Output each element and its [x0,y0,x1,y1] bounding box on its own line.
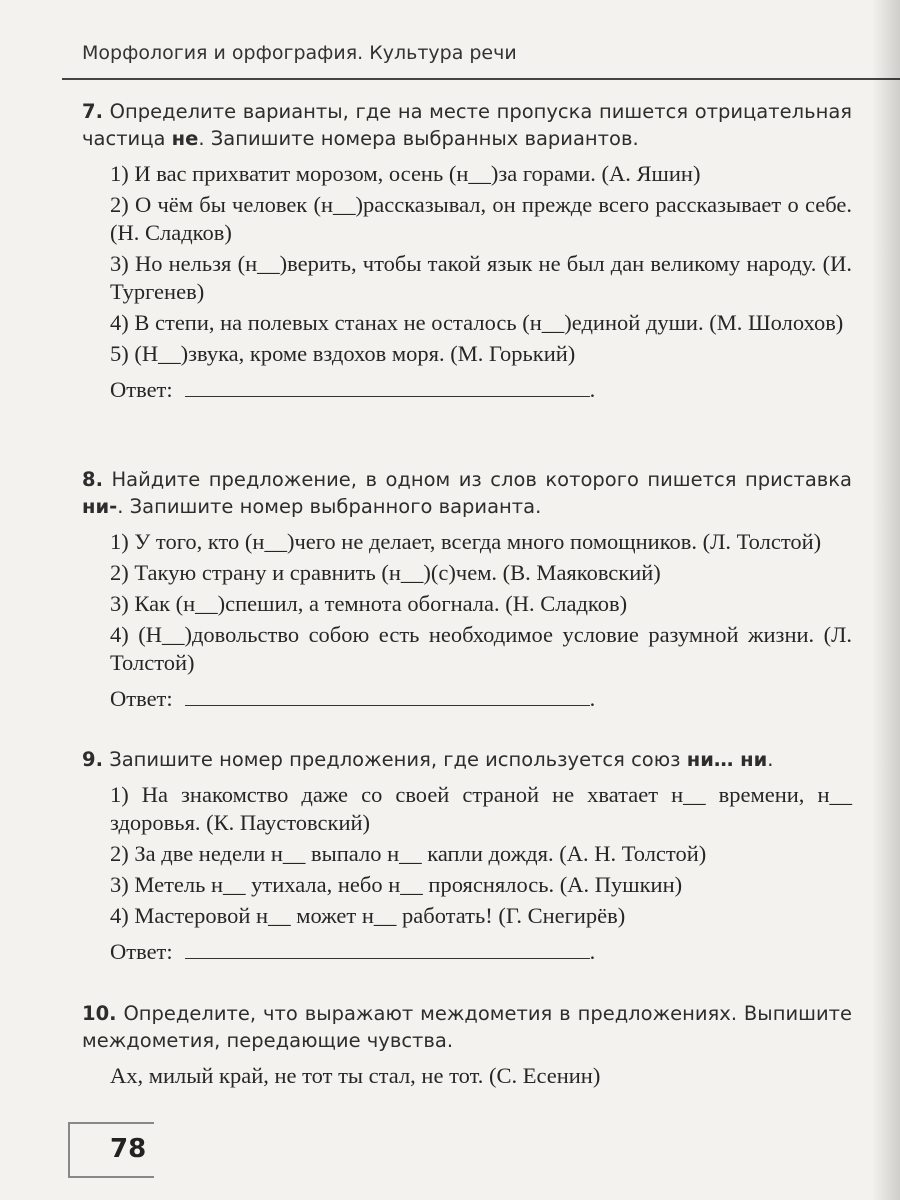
answer-field[interactable] [185,376,590,397]
running-title: Морфология и орфография. Культура речи [82,42,517,64]
task-number: 9. [82,748,103,771]
task-8-prompt [82,466,852,520]
prompt-text-end: . [767,748,774,771]
task-8-options [110,528,852,677]
prompt-keyword: ни… ни [686,748,768,771]
prompt-keyword: не [171,127,199,150]
prompt-text: Определите варианты, где на месте пропуска пишется отрицательная частица [82,100,852,150]
task-9 [82,746,852,966]
option-item: 1) И вас прихватит морозом, осень (н__)за горами. (А. Яшин) [110,161,701,186]
option-item: 4) В степи, на полевых станах не осталось (н__)единой души. (М. Шолохов) [110,310,844,335]
answer-label: Ответ: [110,377,173,402]
option-item: 3) Метель н__ утихала, небо н__ прояснялось. (А. Пушкин) [110,872,683,897]
task-10 [82,1000,852,1090]
prompt-text-end: . Запишите номер выбранного варианта. [117,495,542,518]
answer-period: . [589,939,596,964]
option-item: 2) За две недели н__ выпало н__ капли дождя. (А. Н. Толстой) [110,841,707,866]
answer-row [110,685,852,713]
answer-row [110,938,852,966]
option-item: 4) Мастеровой н__ может н__ работать! (Г. Снегирёв) [110,903,626,928]
task-7 [82,98,852,404]
task-9-options [110,781,852,930]
prompt-text: Запишите номер предложения, где используется союз [109,748,687,771]
page-header [0,0,900,78]
option-item: 3) Но нельзя (н__)верить, чтобы такой язык не был дан великому народу. (И. Тургенев) [110,251,852,304]
task-number: 10. [82,1002,117,1025]
task-8 [82,466,852,713]
answer-period: . [589,377,596,402]
answer-label: Ответ: [110,939,173,964]
task-7-prompt [82,98,852,152]
task-9-prompt [82,746,852,773]
example-sentence: Ах, милый край, не тот ты стал, не тот. (С. Есенин) [110,1063,601,1088]
prompt-text-end: . Запишите номера выбранных вариантов. [198,127,639,150]
task-number: 8. [82,468,103,491]
option-item: 2) О чём бы человек (н__)рассказывал, он прежде всего рассказывает о себе. (Н. Сладков) [110,192,852,245]
answer-row [110,376,852,404]
answer-field[interactable] [185,685,590,706]
page-number: 78 [110,1134,147,1164]
answer-period: . [589,686,596,711]
option-item: 5) (Н__)звука, кроме вздохов моря. (М. Горький) [110,341,576,366]
header-divider [62,78,900,80]
option-item: 4) (Н__)довольство собою есть необходимое условие разумной жизни. (Л. Толстой) [110,622,852,675]
option-item: 3) Как (н__)спешил, а темнота обогнала. (Н. Сладков) [110,591,628,616]
answer-field[interactable] [185,938,590,959]
page-edge-shadow [872,0,900,1200]
prompt-keyword: ни- [82,495,118,518]
option-item: 1) У того, кто (н__)чего не делает, всегда много помощников. (Л. Толстой) [110,529,822,554]
task-7-options [110,160,852,368]
task-number: 7. [82,100,103,123]
answer-label: Ответ: [110,686,173,711]
prompt-text: Найдите предложение, в одном из слов которого пишется приставка [111,468,852,491]
task-10-prompt [82,1000,852,1054]
option-item: 1) На знакомство даже со своей страной не хватает н__ времени, н__ здоровья. (К. Паустовский) [110,782,852,835]
option-item: 2) Такую страну и сравнить (н__)(с)чем. (В. Маяковский) [110,560,661,585]
prompt-text: Определите, что выражают междометия в предложениях. Выпишите междометия, передающие чувства. [82,1002,852,1052]
